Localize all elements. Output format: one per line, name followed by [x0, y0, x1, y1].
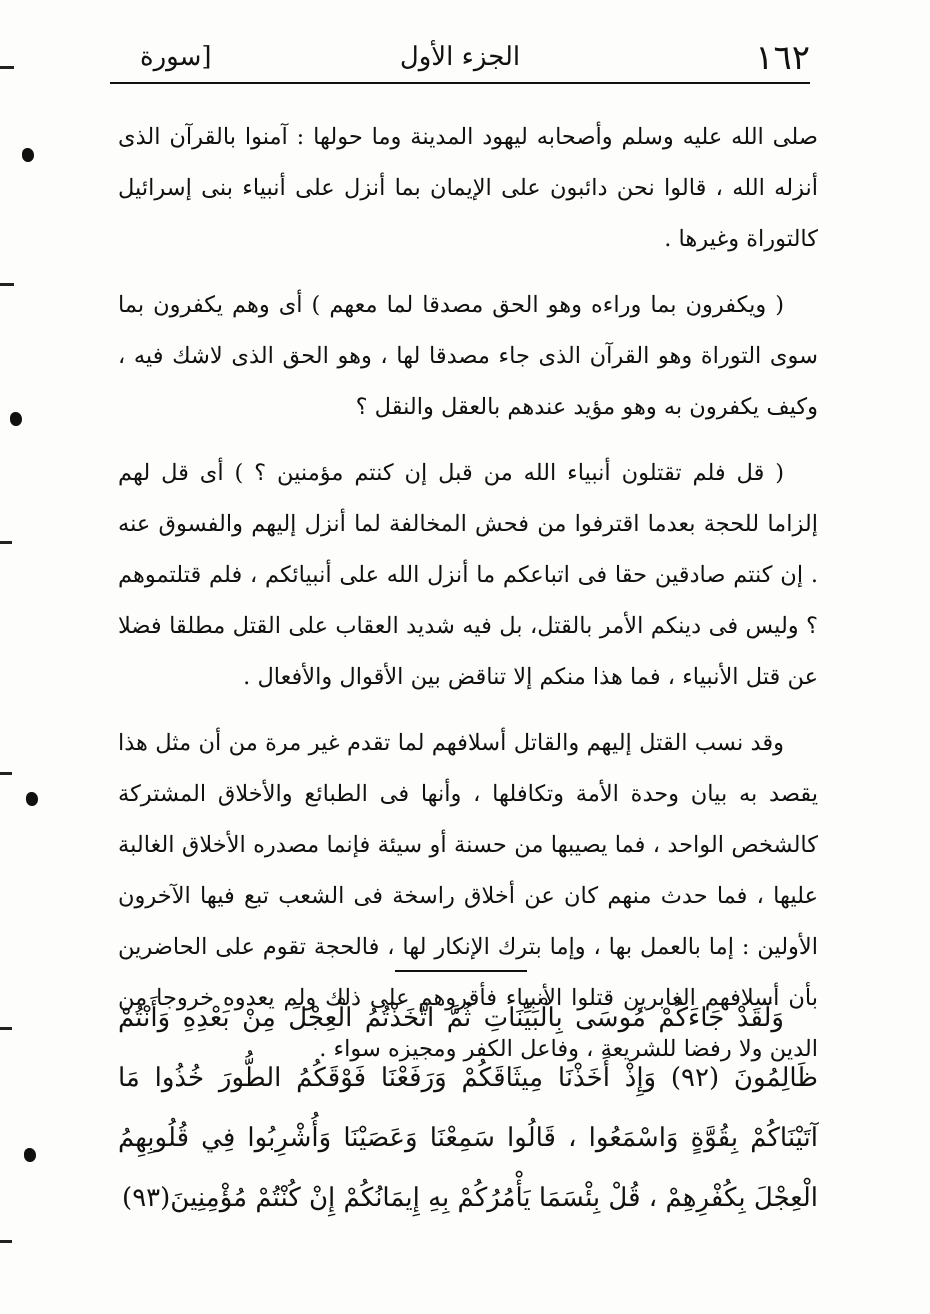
margin-mark — [0, 66, 14, 69]
margin-mark — [0, 772, 12, 775]
section-separator — [395, 970, 527, 972]
margin-dot — [10, 412, 22, 426]
margin-mark — [0, 283, 14, 286]
margin-dot — [24, 1148, 36, 1162]
running-title: الجزء الأول — [399, 42, 521, 72]
commentary-paragraph: وقد نسب القتل إليهم والقاتل أسلافهم لما تقدم غير مرة من أن مثل هذا يقصد به بيان وحدة الأمة وتكافلها ، وأنها فى الطبائع والأخلاق المشتركة كالشخص الواحد ، فما يصيبها من حسنة أو سيئة فإنما مصدره الأخلاق الغالبة عليها ، فما حدث منهم كان عن أخلاق راسخة فى الشعب تبع فيها الآخرون الأولين : إما بالعمل بها ، وإما بترك الإنكار لها ، فالحجة تقوم على الحاضرين بأن أسلافهم الغابرين قتلوا الأنبياء فأقروهم على ذلك ولم يعدوه خروجا من الدين ولا رفضا للشريعة ، وفاعل الكفر ومجيزه سواء . — [118, 730, 818, 1062]
margin-mark — [0, 541, 12, 544]
margin-dot — [26, 792, 38, 806]
margin-mark — [0, 1240, 12, 1243]
header-rule — [110, 82, 810, 84]
margin-mark — [0, 1027, 12, 1030]
commentary-paragraph: ( ويكفرون بما وراءه وهو الحق مصدقا لما معهم ) أى وهم يكفرون بما سوى التوراة وهو القرآن الذى جاء مصدقا لها ، وهو الحق الذى لاشك فيه ، وكيف يكفرون به وهو مؤيد عندهم بالعقل والنقل ؟ — [118, 292, 818, 420]
page-number: ١٦٢ — [755, 38, 810, 78]
commentary-paragraph: صلى الله عليه وسلم وأصحابه ليهود المدينة وما حولها : آمنوا بالقرآن الذى أنزله الله ، قالوا نحن دائبون على الإيمان بما أنزل على أنبياء بنى إسرائيل كالتوراة وغيرها . — [118, 124, 818, 252]
margin-dot — [22, 148, 34, 162]
page-header — [110, 28, 810, 84]
sura-label: [سورة — [140, 42, 212, 72]
commentary-text — [118, 112, 818, 1090]
commentary-paragraph: ( قل فلم تقتلون أنبياء الله من قبل إن كنتم مؤمنين ؟ ) أى قل لهم إلزاما للحجة بعدما اقترفوا من فحش المخالفة لما أنزل إليهم والفسوق عنه . إن كنتم صادقين حقا فى اتباعكم ما أنزل الله على أنبيائكم ، فلم قتلتموهم ؟ وليس فى دينكم الأمر بالقتل، بل فيه شديد العقاب على القتل مطلقا فضلا عن قتل الأنبياء ، فما هذا منكم إلا تناقض بين الأقوال والأفعال . — [118, 460, 818, 690]
quran-verses — [118, 988, 818, 1228]
verse-text: وَلَقَدْ جَاءَكُمْ مُوسَى بِالْبَيِّنَاتِ ثُمَّ اتَّخَذْتُمُ الْعِجْلَ مِنْ بَعْدِهِ وَأَنْتُمْ ظَالِمُونَ (٩٢) وَإِذْ أَخَذْنَا مِيثَاقَكُمْ وَرَفَعْنَا فَوْقَكُمُ الطُّورَ خُذُوا مَا آتَيْنَاكُمْ بِقُوَّةٍ وَاسْمَعُوا ، قَالُوا سَمِعْنَا وَعَصَيْنَا وَأُشْرِبُوا فِي قُلُوبِهِمُ الْعِجْلَ بِكُفْرِهِمْ ، قُلْ بِئْسَمَا يَأْمُرُكُمْ بِهِ إِيمَانُكُمْ إِنْ كُنْتُمْ مُؤْمِنِينَ(٩٣) — [118, 1003, 818, 1213]
